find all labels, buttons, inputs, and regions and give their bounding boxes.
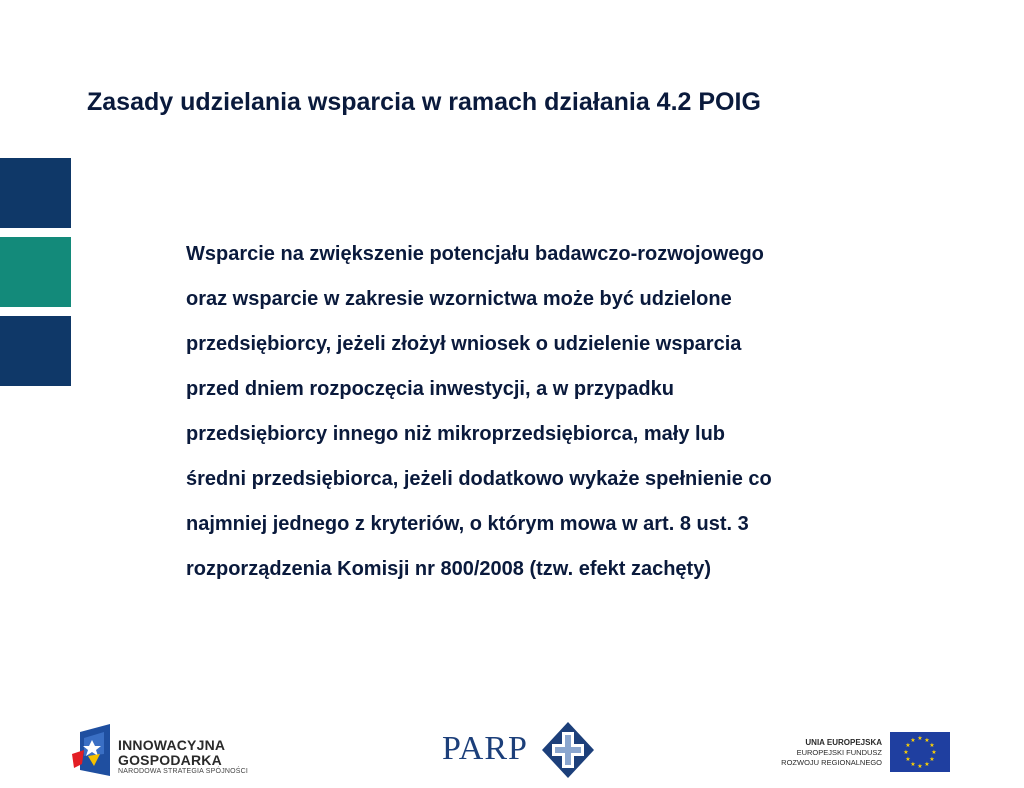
- eu-logo-text: [781, 738, 882, 768]
- svg-text:★: ★: [917, 735, 923, 742]
- svg-text:★: ★: [917, 763, 923, 770]
- svg-text:★: ★: [924, 761, 930, 768]
- body-line: przedsiębiorcy, jeżeli złożył wniosek o udzielenie wsparcia: [186, 333, 742, 355]
- slide-body: [186, 232, 946, 592]
- body-line: Wsparcie na zwiększenie potencjału badawczo-rozwojowego: [186, 243, 764, 265]
- innowacyjna-logo-line1: INNOWACYJNA: [118, 737, 226, 753]
- svg-text:★: ★: [929, 742, 935, 749]
- decorative-bar-navy-bottom: [0, 316, 71, 386]
- svg-text:★: ★: [910, 761, 916, 768]
- body-line: przedsiębiorcy innego niż mikroprzedsiębiorca, mały lub: [186, 423, 726, 445]
- body-line: najmniej jednego z kryteriów, o którym mowa w art. 8 ust. 3: [186, 513, 749, 535]
- decorative-bar-navy-top: [0, 158, 71, 228]
- svg-text:★: ★: [905, 742, 911, 749]
- innowacyjna-emblem-icon: [70, 724, 114, 778]
- svg-text:★: ★: [903, 749, 909, 756]
- body-line: średni przedsiębiorca, jeżeli dodatkowo wykaże spełnienie co: [186, 468, 772, 490]
- svg-text:★: ★: [910, 737, 916, 744]
- svg-text:★: ★: [905, 756, 911, 763]
- body-line: rozporządzenia Komisji nr 800/2008 (tzw. efekt zachęty): [186, 558, 711, 580]
- innowacyjna-logo-line2: GOSPODARKA: [118, 752, 222, 768]
- svg-text:★: ★: [931, 749, 937, 756]
- body-line: oraz wsparcie w zakresie wzornictwa może być udzielone: [186, 288, 732, 310]
- eu-logo-line1: UNIA EUROPEJSKA: [805, 738, 882, 747]
- innowacyjna-logo-line3: NARODOWA STRATEGIA SPÓJNOŚCI: [118, 768, 249, 775]
- svg-text:★: ★: [929, 756, 935, 763]
- body-line: przed dniem rozpoczęcia inwestycji, a w przypadku: [186, 378, 674, 400]
- decorative-bar-teal: [0, 237, 71, 307]
- innowacyjna-gospodarka-logo: [70, 722, 270, 782]
- parp-logo-text: PARP: [442, 730, 528, 767]
- eu-fund-logo: [780, 730, 952, 776]
- eu-logo-line2: EUROPEJSKI FUNDUSZ: [796, 748, 882, 757]
- svg-text:★: ★: [924, 737, 930, 744]
- parp-emblem-icon: [540, 720, 596, 780]
- eu-flag-icon: [890, 732, 950, 772]
- parp-logo: [442, 720, 602, 780]
- eu-logo-line3: ROZWOJU REGIONALNEGO: [781, 758, 882, 767]
- slide-title: Zasady udzielania wsparcia w ramach działania 4.2 POIG: [87, 88, 761, 116]
